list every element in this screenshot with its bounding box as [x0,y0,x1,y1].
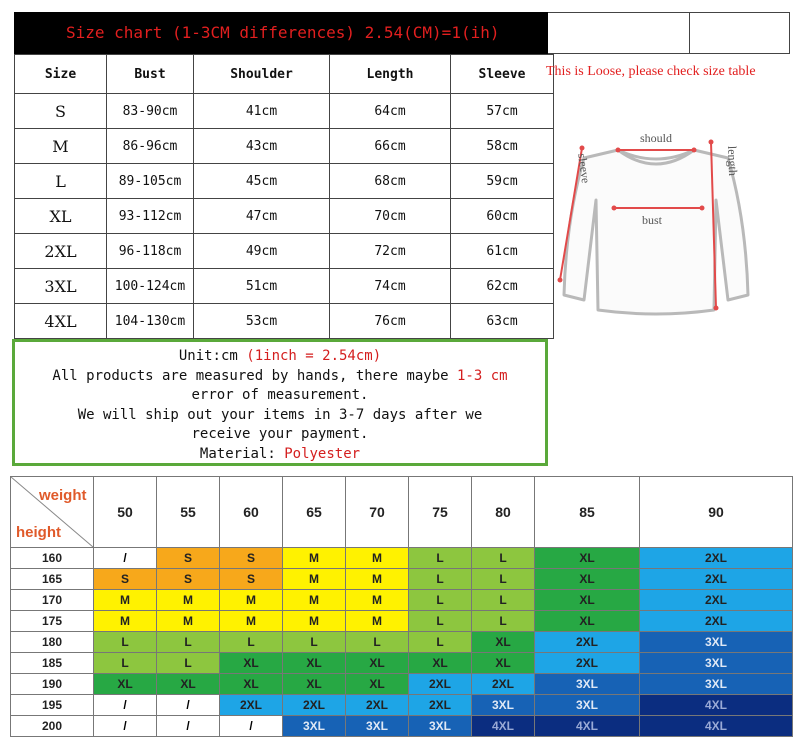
bust-cell: 93-112cm [107,199,194,234]
table-row [11,632,793,653]
height-cell: 195 [11,695,94,716]
size-cell: M [15,129,107,164]
size-recommendation-cell: S [157,569,220,590]
size-recommendation-cell: L [283,632,346,653]
shoulder-cell: 43cm [194,129,330,164]
unit-conversion: (1inch = 2.54cm) [246,348,382,364]
size-recommendation-cell: L [409,632,472,653]
size-recommendation-cell: XL [157,674,220,695]
table-row [11,695,793,716]
measure-line [15,367,545,387]
size-recommendation-cell: 4XL [640,716,793,737]
size-recommendation-cell: 3XL [640,632,793,653]
size-cell: 3XL [15,269,107,304]
size-recommendation-cell: M [283,548,346,569]
size-recommendation-cell: M [346,569,409,590]
table-row [15,94,554,129]
height-label: height [16,524,61,541]
size-recommendation-cell: L [409,548,472,569]
weight-header-cell: 70 [346,477,409,548]
measurement-info-box [12,339,548,466]
table-row [11,611,793,632]
length-cell: 64cm [330,94,451,129]
shoulder-cell: 47cm [194,199,330,234]
garment-measurement-diagram [556,120,756,330]
header-shoulder: Shoulder [194,55,330,94]
size-recommendation-cell: 4XL [535,716,640,737]
material-label: Material: [199,445,285,462]
size-recommendation-cell: 3XL [409,716,472,737]
height-cell: 185 [11,653,94,674]
length-cell: 66cm [330,129,451,164]
table-row [11,569,793,590]
size-recommendation-cell: L [409,590,472,611]
diagram-bust-label: bust [642,213,663,227]
size-recommendation-cell: / [94,716,157,737]
size-recommendation-cell: S [220,569,283,590]
size-recommendation-cell: 2XL [283,695,346,716]
payment-line: receive your payment. [191,426,369,442]
header-length: Length [330,55,451,94]
size-recommendation-cell: 2XL [535,632,640,653]
bust-cell: 100-124cm [107,269,194,304]
measure-difference: 1-3 cm [457,367,508,384]
unit-label: Unit:cm [178,348,247,364]
height-cell: 180 [11,632,94,653]
material-line [15,445,545,465]
size-recommendation-cell: M [283,590,346,611]
weight-header-cell: 80 [472,477,535,548]
table-row [11,674,793,695]
shoulder-cell: 51cm [194,269,330,304]
size-recommendation-cell: 3XL [283,716,346,737]
weight-header-cell: 60 [220,477,283,548]
size-cell: 2XL [15,234,107,269]
table-row [15,199,554,234]
size-recommendation-cell: 4XL [640,695,793,716]
size-cell: 4XL [15,304,107,339]
size-recommendation-cell: L [220,632,283,653]
size-recommendation-cell: M [220,590,283,611]
size-recommendation-cell: M [283,569,346,590]
size-recommendation-cell: 2XL [640,611,793,632]
size-recommendation-cell: XL [535,611,640,632]
bust-cell: 86-96cm [107,129,194,164]
corner-diagonal [11,477,93,547]
size-recommendation-cell: M [94,611,157,632]
size-cell: L [15,164,107,199]
sleeve-cell: 59cm [451,164,554,199]
size-recommendation-cell: L [94,653,157,674]
sleeve-cell: 60cm [451,199,554,234]
size-recommendation-cell: XL [535,548,640,569]
empty-header-cell [690,12,790,54]
size-recommendation-cell: XL [472,653,535,674]
table-row [11,548,793,569]
shoulder-cell: 53cm [194,304,330,339]
height-weight-grid [10,476,793,737]
size-recommendation-cell: M [283,611,346,632]
diagram-sleeve-label: sleeve [575,152,594,185]
size-recommendation-cell: L [472,569,535,590]
size-recommendation-cell: S [94,569,157,590]
bust-cell: 89-105cm [107,164,194,199]
header-bust: Bust [107,55,194,94]
size-recommendation-cell: M [94,590,157,611]
measure-text: All products are measured by hands, there maybe [52,367,457,384]
size-recommendation-cell: 2XL [220,695,283,716]
size-recommendation-cell: 2XL [409,695,472,716]
weight-header-cell: 90 [640,477,793,548]
length-cell: 76cm [330,304,451,339]
size-recommendation-cell: XL [220,653,283,674]
size-recommendation-cell: M [346,548,409,569]
size-recommendation-cell: 3XL [535,695,640,716]
height-cell: 160 [11,548,94,569]
size-recommendation-cell: 2XL [409,674,472,695]
size-recommendation-cell: L [409,569,472,590]
size-recommendation-cell: / [94,548,157,569]
size-recommendation-cell: L [157,653,220,674]
bust-cell: 104-130cm [107,304,194,339]
size-recommendation-cell: XL [283,653,346,674]
sleeve-cell: 57cm [451,94,554,129]
size-recommendation-cell: XL [535,569,640,590]
size-recommendation-cell: XL [472,632,535,653]
table-row [15,129,554,164]
shoulder-cell: 45cm [194,164,330,199]
size-recommendation-cell: XL [283,674,346,695]
height-cell: 165 [11,569,94,590]
bust-cell: 96-118cm [107,234,194,269]
sleeve-cell: 58cm [451,129,554,164]
size-recommendation-cell: / [220,716,283,737]
table-row [15,269,554,304]
shoulder-cell: 49cm [194,234,330,269]
shipping-line: We will ship out your items in 3-7 days after we [77,406,483,423]
size-recommendation-cell: XL [535,590,640,611]
size-recommendation-cell: / [157,695,220,716]
unit-line [15,347,545,367]
size-recommendation-cell: L [94,632,157,653]
size-recommendation-cell: 2XL [535,653,640,674]
size-recommendation-cell: M [157,611,220,632]
size-recommendation-cell: M [346,590,409,611]
size-cell: S [15,94,107,129]
size-recommendation-cell: XL [220,674,283,695]
size-recommendation-cell: L [472,548,535,569]
sleeve-cell: 62cm [451,269,554,304]
length-cell: 74cm [330,269,451,304]
empty-header-cell [548,12,690,54]
weight-header-cell: 85 [535,477,640,548]
weight-header-cell: 75 [409,477,472,548]
length-cell: 68cm [330,164,451,199]
weight-header-row [11,477,793,548]
size-recommendation-cell: 3XL [346,716,409,737]
size-recommendation-cell: 3XL [472,695,535,716]
size-recommendation-cell: 2XL [640,569,793,590]
table-row [15,234,554,269]
size-recommendation-cell: L [346,632,409,653]
diagram-length-label: length [725,145,741,177]
size-chart-title: Size chart (1-3CM differences) 2.54(CM)=1(ih) [14,12,548,54]
table-row [11,716,793,737]
size-table [14,54,554,339]
size-recommendation-cell: 2XL [640,590,793,611]
weight-header-cell: 65 [283,477,346,548]
size-recommendation-cell: S [220,548,283,569]
table-row [15,304,554,339]
size-recommendation-cell: 3XL [535,674,640,695]
header-size: Size [15,55,107,94]
height-cell: 170 [11,590,94,611]
size-recommendation-cell: M [157,590,220,611]
loose-fit-note: This is Loose, please check size table [546,64,756,79]
size-recommendation-cell: S [157,548,220,569]
size-recommendation-cell: 2XL [640,548,793,569]
size-table-header [15,55,554,94]
shoulder-cell: 41cm [194,94,330,129]
sleeve-cell: 63cm [451,304,554,339]
size-recommendation-cell: L [157,632,220,653]
size-recommendation-cell: 2XL [472,674,535,695]
table-row [11,590,793,611]
size-recommendation-cell: / [94,695,157,716]
size-recommendation-cell: XL [409,653,472,674]
size-recommendation-cell: L [409,611,472,632]
size-recommendation-cell: XL [346,653,409,674]
bust-cell: 83-90cm [107,94,194,129]
size-recommendation-cell: 3XL [640,674,793,695]
height-cell: 190 [11,674,94,695]
size-recommendation-cell: L [472,590,535,611]
table-row [11,653,793,674]
length-cell: 72cm [330,234,451,269]
size-cell: XL [15,199,107,234]
size-recommendation-cell: XL [346,674,409,695]
error-line: error of measurement. [191,387,369,403]
weight-header-cell: 50 [94,477,157,548]
header-sleeve: Sleeve [451,55,554,94]
material-value: Polyester [284,445,361,462]
length-cell: 70cm [330,199,451,234]
size-recommendation-cell: 2XL [346,695,409,716]
height-cell: 200 [11,716,94,737]
weight-header-cell: 55 [157,477,220,548]
size-recommendation-cell: M [220,611,283,632]
sleeve-cell: 61cm [451,234,554,269]
size-recommendation-cell: 3XL [640,653,793,674]
corner-cell [11,477,94,548]
size-recommendation-cell: 4XL [472,716,535,737]
size-recommendation-cell: / [157,716,220,737]
table-row [15,164,554,199]
size-recommendation-cell: M [346,611,409,632]
diagram-shoulder-label: should [640,131,673,145]
size-recommendation-cell: L [472,611,535,632]
height-cell: 175 [11,611,94,632]
size-recommendation-cell: XL [94,674,157,695]
weight-label: weight [39,487,87,504]
